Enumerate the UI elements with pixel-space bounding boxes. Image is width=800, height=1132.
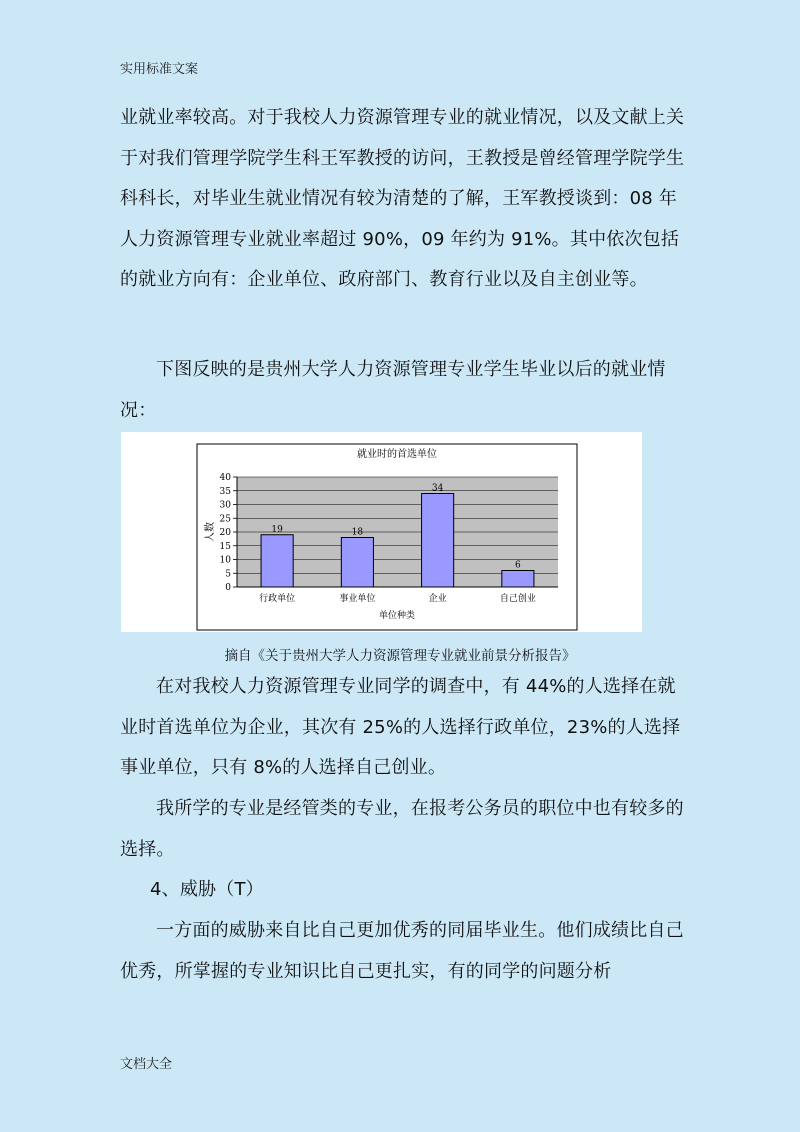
y-tick-label: 0 — [225, 583, 231, 593]
chart-title: 就业时的首选单位 — [357, 449, 437, 460]
y-tick-label: 15 — [219, 541, 231, 552]
bar-chart-svg — [121, 432, 642, 632]
y-tick-label: 35 — [219, 486, 231, 497]
data-label: 34 — [431, 483, 444, 494]
y-tick-label: 5 — [225, 569, 231, 580]
y-tick-label: 20 — [219, 528, 231, 538]
bar-3 — [422, 494, 454, 588]
y-tick-label: 40 — [219, 473, 231, 483]
x-tick-label: 事业单位 — [339, 594, 376, 604]
employment-chart — [121, 432, 642, 632]
y-axis-label: 人数 — [205, 522, 216, 542]
data-label: 6 — [515, 560, 521, 571]
y-tick-label: 30 — [219, 500, 231, 511]
page-header: 实用标准文案 — [120, 62, 199, 77]
y-tick-label: 25 — [219, 514, 231, 525]
y-tick-label: 10 — [219, 555, 231, 566]
paragraph-threats: 一方面的威胁来自比自己更加优秀的同届毕业生。他们成绩比自己优秀，所掌握的专业知识比自己更扎实，有的同学的问题分析 — [120, 920, 684, 982]
bar-4 — [502, 571, 534, 588]
x-axis-label: 单位种类 — [378, 611, 416, 621]
paragraph-survey-result: 在对我校人力资源管理专业同学的调查中，有 44%的人选择在就业时首选单位为企业，其次有 25%的人选择行政单位，23%的人选择事业单位，只有 8%的人选择自己创业。 — [120, 676, 681, 779]
data-label: 18 — [351, 527, 364, 538]
x-tick-label: 企业 — [428, 594, 447, 604]
section-heading-threats: 4、威胁（T） — [150, 879, 264, 900]
chart-caption: 摘自《关于贵州大学人力资源管理专业就业前景分析报告》 — [224, 648, 576, 664]
x-tick-label: 行政单位 — [259, 594, 296, 604]
x-tick-label: 自己创业 — [499, 594, 536, 604]
bar-2 — [341, 538, 373, 588]
paragraph-employment-rate: 业就业率较高。对于我校人力资源管理专业的就业情况，以及文献上关于对我们管理学院学生科王军教授的访问，王教授是曾经管理学院学生科科长，对毕业生就业情况有较为清楚的了解，王军教授谈到：08 年人力资源管理专业就业率超过 90%，09 年约为 91%。其中依次包括的就业方向有：企业单位、政府部门、教育行业以及自主创业等。 — [120, 107, 685, 291]
paragraph-major-type: 我所学的专业是经管类的专业，在报考公务员的职位中也有较多的选择。 — [120, 798, 684, 860]
bar-1 — [261, 535, 293, 587]
data-label: 19 — [271, 524, 283, 535]
page-footer: 文档大全 — [120, 1057, 173, 1072]
paragraph-chart-intro: 下图反映的是贵州大学人力资源管理专业学生毕业以后的就业情况： — [120, 359, 666, 421]
